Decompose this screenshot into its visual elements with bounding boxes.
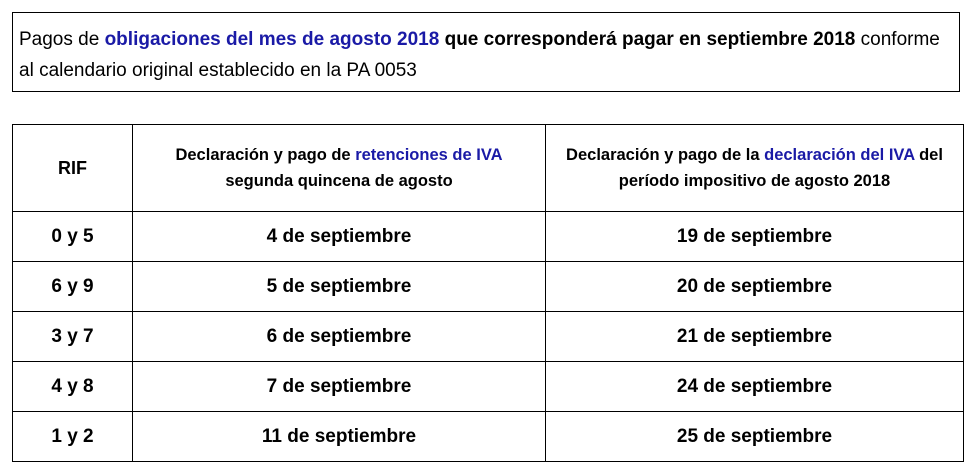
header-declaracion-suffix: del período impositivo de agosto 2018 bbox=[618, 146, 943, 190]
notice-text-start: Pagos de bbox=[19, 29, 105, 50]
cell-rif: 6 y 9 bbox=[13, 262, 133, 312]
header-retenciones-prefix: Declaración y pago de bbox=[175, 146, 356, 164]
notice-highlight: obligaciones del mes de agosto 2018 bbox=[104, 29, 440, 50]
table-row bbox=[13, 362, 964, 412]
header-retenciones-suffix: segunda quincena de agosto bbox=[225, 172, 453, 190]
table-row bbox=[13, 262, 964, 312]
cell-rif: 4 y 8 bbox=[13, 362, 133, 412]
notice-text-end: conforme al calendario original establecido en la PA 0053 bbox=[19, 29, 940, 81]
cell-declaracion-date: 19 de septiembre bbox=[546, 212, 964, 262]
header-declaracion-prefix: Declaración y pago de la bbox=[566, 146, 765, 164]
cell-retenciones-date: 5 de septiembre bbox=[133, 262, 546, 312]
table-row bbox=[13, 212, 964, 262]
cell-retenciones-date: 7 de septiembre bbox=[133, 362, 546, 412]
table-row bbox=[13, 312, 964, 362]
header-rif: RIF bbox=[13, 125, 133, 212]
notice-bold-text: que corresponderá pagar en septiembre 2018 bbox=[439, 29, 856, 50]
notice-box bbox=[12, 12, 960, 92]
payment-calendar-table bbox=[12, 124, 964, 462]
header-retenciones-highlight: retenciones de IVA bbox=[355, 146, 503, 164]
cell-retenciones-date: 4 de septiembre bbox=[133, 212, 546, 262]
header-declaracion-highlight: declaración del IVA bbox=[764, 146, 915, 164]
header-retenciones bbox=[133, 125, 546, 212]
cell-retenciones-date: 6 de septiembre bbox=[133, 312, 546, 362]
table-header-row bbox=[13, 125, 964, 212]
header-declaracion bbox=[546, 125, 964, 212]
table-row bbox=[13, 412, 964, 462]
cell-declaracion-date: 20 de septiembre bbox=[546, 262, 964, 312]
cell-rif: 3 y 7 bbox=[13, 312, 133, 362]
cell-retenciones-date: 11 de septiembre bbox=[133, 412, 546, 462]
cell-declaracion-date: 24 de septiembre bbox=[546, 362, 964, 412]
cell-rif: 0 y 5 bbox=[13, 212, 133, 262]
cell-declaracion-date: 21 de septiembre bbox=[546, 312, 964, 362]
cell-rif: 1 y 2 bbox=[13, 412, 133, 462]
cell-declaracion-date: 25 de septiembre bbox=[546, 412, 964, 462]
